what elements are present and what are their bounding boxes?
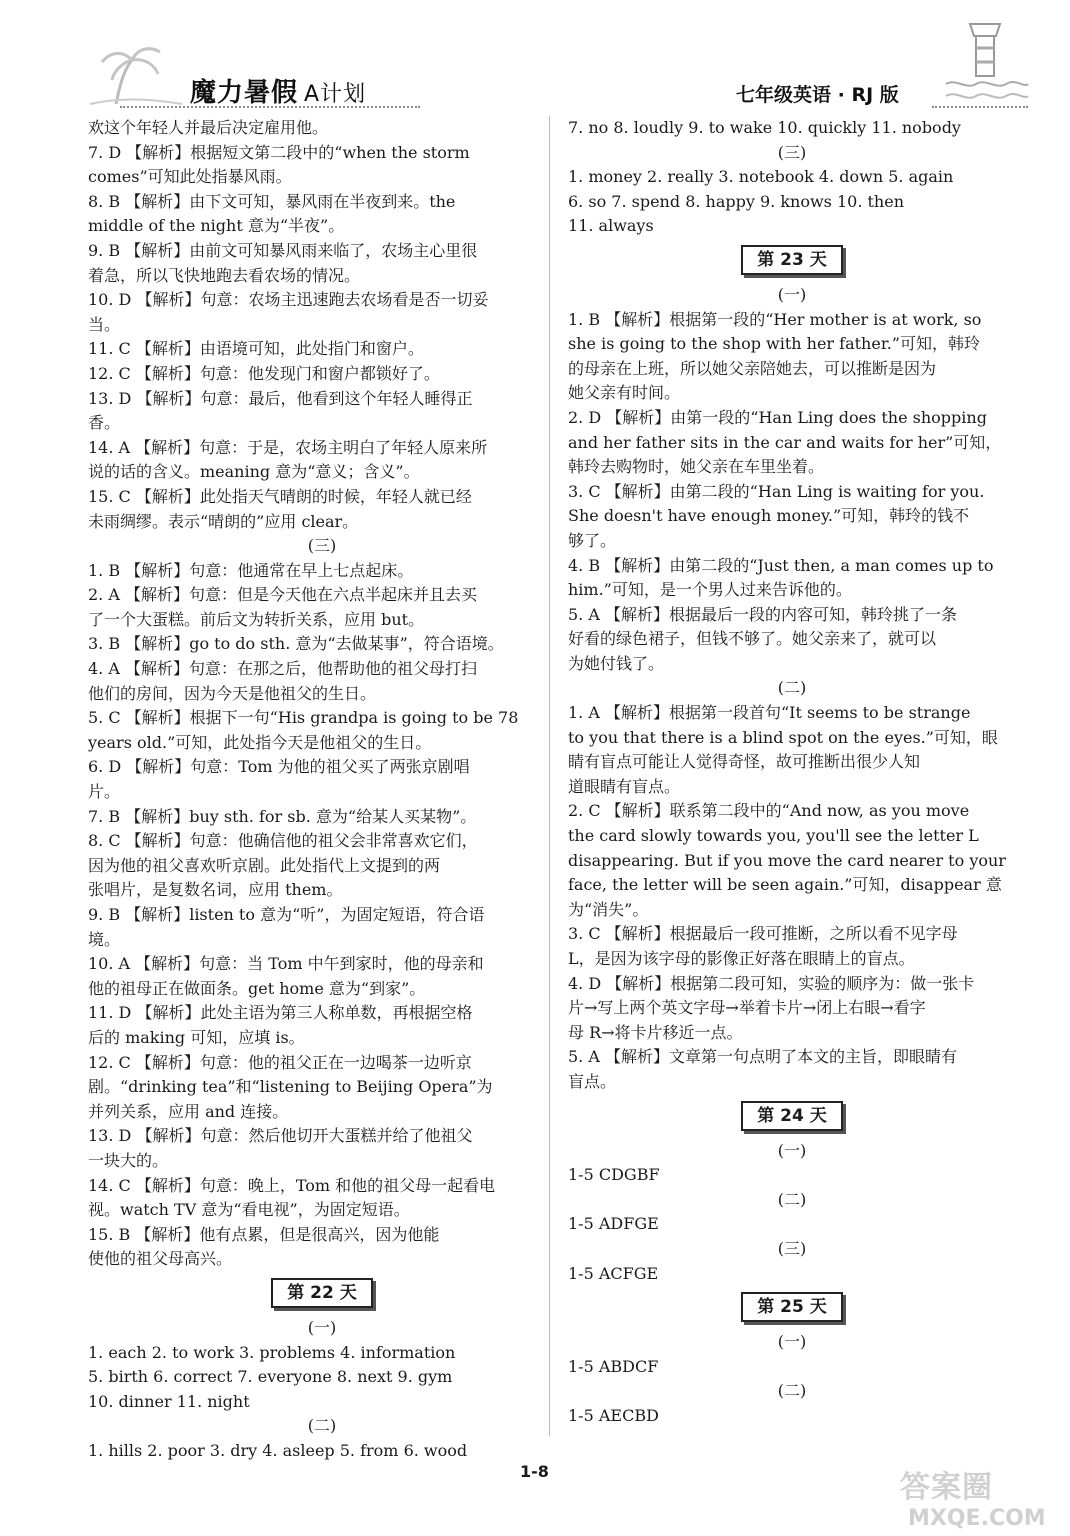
header-rule-left [120, 106, 420, 108]
day-heading-label: 第 24 天 [741, 1101, 843, 1131]
answer-line: 4. B 【解析】由第二段的“Just then, a man comes up to [568, 555, 994, 575]
day-heading-label: 第 23 天 [741, 245, 843, 275]
answer-line: 1. hills 2. poor 3. dry 4. asleep 5. from 6. wood [88, 1440, 468, 1460]
answer-line: 3. B 【解析】go to do sth. 意为“去做某事”，符合语境。 [88, 634, 504, 654]
palm-tree-illustration [86, 40, 186, 106]
answer-line: 15. B 【解析】他有点累，但是很高兴，因为他能 [88, 1224, 440, 1244]
answer-line: 说的话的含义。meaning 意为“意义；含义”。 [88, 462, 420, 482]
answer-line: the card slowly towards you, you'll see the letter L [568, 826, 979, 846]
watermark-logo: 答案圈 [900, 1470, 993, 1505]
section-heading: (一) [307, 1317, 337, 1337]
answer-line: disappearing. But if you move the card nearer to your [568, 850, 1006, 870]
answer-line: 境。 [88, 929, 121, 949]
day-heading [568, 1292, 1016, 1322]
section-heading: (二) [777, 678, 807, 698]
answer-line: 道眼睛有盲点。 [568, 776, 681, 796]
subject-label: 七年级英语 · RJ 版 [736, 84, 899, 106]
answer-line: 因为他的祖父喜欢听京剧。此处指代上文提到的两 [88, 855, 441, 875]
answer-line: 1. B 【解析】句意：他通常在早上七点起床。 [88, 560, 414, 580]
answer-line: years old.”可知，此处指今天是他祖父的生日。 [88, 732, 432, 752]
answer-line: 为她付钱了。 [568, 653, 665, 673]
answer-line: comes”可知此处指暴风雨。 [88, 167, 292, 187]
answer-line: 7. no 8. loudly 9. to wake 10. quickly 11. nobody [568, 118, 961, 137]
answer-line: 使他的祖父母高兴。 [88, 1249, 233, 1269]
day-heading [88, 1278, 556, 1308]
answer-line: to you that there is a blind spot on the eyes.”可知，眼 [568, 727, 998, 747]
answer-line: 5. C 【解析】根据下一句“His grandpa is going to be 78 [88, 708, 519, 728]
section-heading: (一) [777, 1332, 807, 1352]
answer-line: 9. B 【解析】由前文可知暴风雨来临了，农场主心里很 [88, 240, 478, 260]
answer-line: 未雨绸缪。表示“晴朗的”应用 clear。 [88, 511, 359, 531]
answer-line: 她父亲有时间。 [568, 383, 681, 403]
column-divider [549, 116, 550, 1436]
page-header [0, 0, 1070, 112]
answer-line: 1. A 【解析】根据第一段首句“It seems to be strange [568, 703, 971, 723]
answer-line: L，是因为该字母的影像正好落在眼睛上的盲点。 [568, 949, 915, 968]
answer-line: 他的祖母正在做面条。get home 意为“到家”。 [88, 978, 426, 998]
answer-line: 片→写上两个英文字母→举着卡片→闭上右眼→看字 [568, 998, 926, 1018]
answer-line: 着急，所以飞快地跑去看农场的情况。 [88, 265, 361, 285]
answer-line: 5. A 【解析】文章第一句点明了本文的主旨，即眼睛有 [568, 1047, 957, 1067]
brand-title [190, 72, 366, 109]
header-rule-right [932, 106, 1028, 108]
answer-line: 10. dinner 11. night [88, 1391, 250, 1411]
section-heading: (一) [777, 284, 807, 304]
answer-line: 11. C 【解析】由语境可知，此处指门和窗户。 [88, 339, 424, 359]
section-heading: (三) [307, 536, 337, 556]
answer-line: 10. A 【解析】句意：当 Tom 中午到家时，他的母亲和 [88, 954, 484, 974]
answer-line: 了一个大蛋糕。前后文为转折关系，应用 but。 [88, 609, 425, 629]
answer-line: 6. D 【解析】句意：Tom 为他的祖父买了两张京剧唱 [88, 757, 470, 777]
answer-line: 当。 [88, 314, 121, 334]
answer-line: 8. C 【解析】句意：他确信他的祖父会非常喜欢它们， [88, 831, 478, 851]
answer-line: 13. D 【解析】句意：最后，他看到这个年轻人睡得正 [88, 388, 473, 408]
section-heading: (三) [777, 142, 807, 162]
lighthouse-illustration [940, 18, 1030, 110]
answer-line: 14. C 【解析】句意：晚上，Tom 和他的祖父母一起看电 [88, 1175, 496, 1195]
answer-line: 1. B 【解析】根据第一段的“Her mother is at work, so [568, 309, 982, 329]
answer-line: 张唱片，是复数名词，应用 them。 [88, 880, 343, 900]
answer-line: 欢这个年轻人并最后决定雇用他。 [88, 118, 329, 137]
section-heading: (三) [777, 1238, 807, 1258]
right-column [568, 116, 1016, 1429]
answer-line: 2. A 【解析】句意：但是今天他在六点半起床并且去买 [88, 585, 477, 605]
answer-line: 他们的房间，因为今天是他祖父的生日。 [88, 683, 377, 703]
answer-line: 3. C 【解析】根据最后一段可推断，之所以看不见字母 [568, 924, 958, 944]
answer-line: 1. each 2. to work 3. problems 4. information [88, 1342, 456, 1362]
answer-line: 睛有盲点可能让人觉得奇怪，故可推断出很少人知 [568, 752, 921, 772]
answer-line: 9. B 【解析】listen to 意为“听”，为固定短语，符合语 [88, 905, 485, 924]
answer-line: 1-5 ADFGE [568, 1214, 659, 1234]
answer-line: 一块大的。 [88, 1150, 169, 1170]
watermark-url: MXQE.COM [908, 1506, 1046, 1531]
answer-line: 香。 [88, 413, 121, 433]
answer-line: 2. C 【解析】联系第二段中的“And now, as you move [568, 801, 970, 821]
day-heading [568, 245, 1016, 275]
day-heading-label: 第 22 天 [271, 1278, 373, 1308]
brand-name: 魔力暑假 [190, 78, 299, 108]
answer-line: 12. C 【解析】句意：他发现门和窗户都锁好了。 [88, 363, 440, 383]
answer-line: 够了。 [568, 530, 617, 550]
answer-line: face, the letter will be seen again.”可知，disappear 意 [568, 875, 1002, 895]
answer-line: 片。 [88, 782, 121, 802]
answer-line: middle of the night 意为“半夜”。 [88, 216, 345, 236]
answer-line: 好看的绿色裙子，但钱不够了。她父亲来了，就可以 [568, 629, 937, 649]
left-column [88, 116, 556, 1463]
day-heading-label: 第 25 天 [741, 1292, 843, 1322]
answer-line: 10. D 【解析】句意：农场主迅速跑去农场看是否一切妥 [88, 290, 489, 310]
answer-line: 韩玲去购物时，她父亲在车里坐着。 [568, 457, 825, 477]
section-heading: (一) [777, 1140, 807, 1160]
answer-line: She doesn't have enough money.”可知，韩玲的钱不 [568, 506, 970, 526]
answer-line: 7. D 【解析】根据短文第二段中的“when the storm [88, 142, 470, 162]
answer-line: 视。watch TV 意为“看电视”，为固定短语。 [88, 1200, 410, 1220]
answer-line: 3. C 【解析】由第二段的“Han Ling is waiting for you. [568, 481, 985, 501]
answer-line: 12. C 【解析】句意：他的祖父正在一边喝茶一边听京 [88, 1052, 472, 1072]
answer-line: she is going to the shop with her father.”可知，韩玲 [568, 334, 980, 354]
answer-line: 盲点。 [568, 1071, 617, 1091]
answer-line: 4. D 【解析】根据第二段可知，实验的顺序为：做一张卡 [568, 973, 975, 993]
answer-line: 15. C 【解析】此处指天气晴朗的时候，年轻人就已经 [88, 486, 472, 506]
answer-line: 1-5 CDGBF [568, 1165, 660, 1185]
brand-plan: A计划 [304, 82, 367, 107]
answer-line: 8. B 【解析】由下文可知，暴风雨在半夜到来。the [88, 191, 456, 211]
answer-line: 11. D 【解析】此处主语为第三人称单数，再根据空格 [88, 1003, 473, 1023]
answer-line: 6. so 7. spend 8. happy 9. knows 10. then [568, 191, 905, 211]
answer-line: 4. A 【解析】句意：在那之后，他帮助他的祖父母打扫 [88, 659, 477, 679]
answer-line: 13. D 【解析】句意：然后他切开大蛋糕并给了他祖父 [88, 1126, 473, 1146]
answer-line: him.”可知，是一个男人过来告诉他的。 [568, 580, 852, 600]
answer-line: 母 R→将卡片移近一点。 [568, 1022, 743, 1042]
section-heading: (二) [777, 1381, 807, 1401]
answer-line: 并列关系，应用 and 连接。 [88, 1101, 289, 1121]
answer-line: 后的 making 可知，应填 is。 [88, 1027, 305, 1047]
answer-line: 5. birth 6. correct 7. everyone 8. next 9. gym [88, 1367, 453, 1387]
answer-line: 1-5 AECBD [568, 1405, 659, 1425]
answer-line: 剧。“drinking tea”和“listening to Beijing Opera”为 [88, 1077, 493, 1097]
answer-line: 2. D 【解析】由第一段的“Han Ling does the shopping [568, 407, 987, 427]
answer-line: 1. money 2. really 3. notebook 4. down 5. again [568, 167, 954, 187]
answer-line: 5. A 【解析】根据最后一段的内容可知，韩玲挑了一条 [568, 604, 957, 624]
answer-line: 7. B 【解析】buy sth. for sb. 意为“给某人买某物”。 [88, 806, 477, 826]
answer-line: 1-5 ABDCF [568, 1356, 659, 1376]
answer-line: and her father sits in the car and waits for her”可知， [568, 432, 1002, 452]
answer-line: 1-5 ACFGE [568, 1263, 659, 1283]
answer-line: 为“消失”。 [568, 899, 649, 919]
day-heading [568, 1101, 1016, 1131]
section-heading: (二) [777, 1189, 807, 1209]
answer-line: 11. always [568, 216, 654, 236]
page-number: 1-8 [520, 1462, 549, 1481]
answer-line: 的母亲在上班，所以她父亲陪她去，可以推断是因为 [568, 358, 937, 378]
answer-line: 14. A 【解析】句意：于是，农场主明白了年轻人原来所 [88, 437, 488, 457]
section-heading: (二) [307, 1416, 337, 1436]
